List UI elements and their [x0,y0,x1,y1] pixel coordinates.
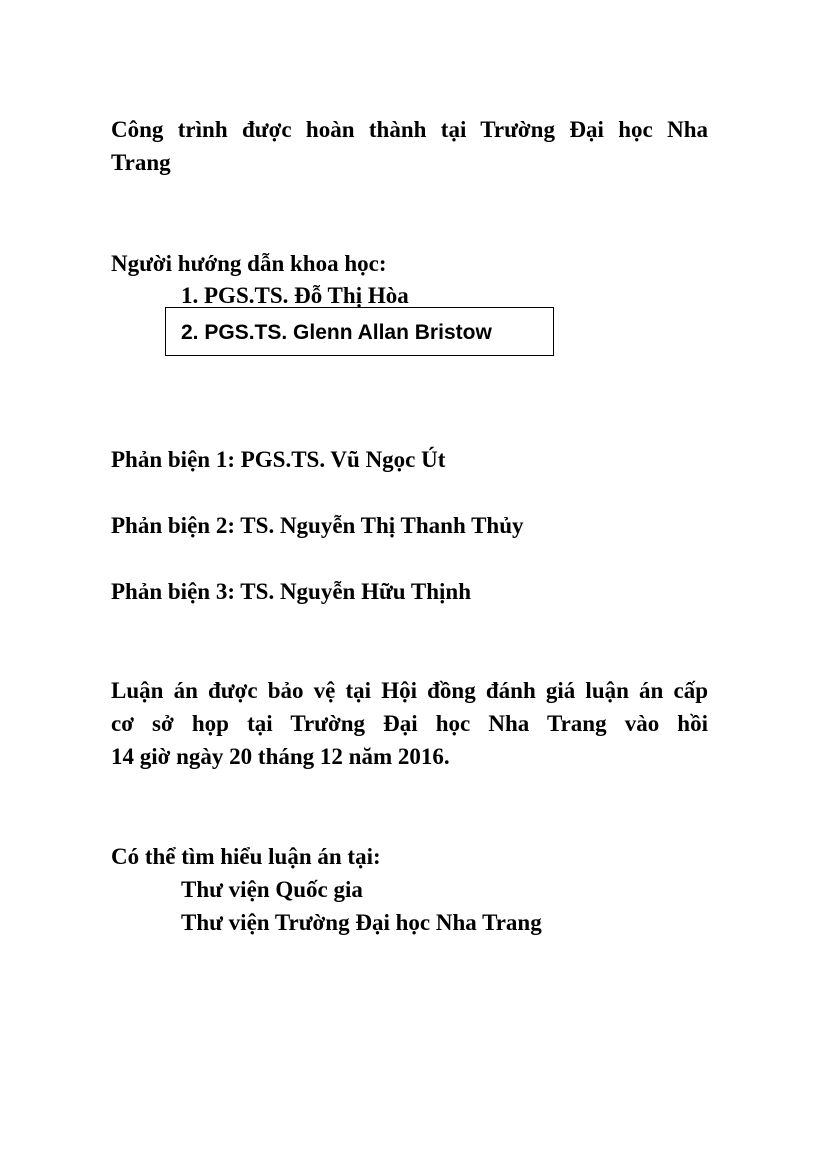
reviewer-3: Phản biện 3: TS. Nguyễn Hữu Thịnh [111,579,472,604]
library-2: Thư viện Trường Đại học Nha Trang [181,910,542,935]
reviewer-1: Phản biện 1: PGS.TS. Vũ Ngọc Út [111,447,446,472]
defense-line-3: 14 giờ ngày 20 tháng 12 năm 2016. [111,744,450,769]
library-1: Thư viện Quốc gia [181,877,363,902]
supervisor-1: 1. PGS.TS. Đỗ Thị Hòa [181,283,409,308]
libraries-heading: Có thể tìm hiểu luận án tại: [111,844,381,869]
supervisor-2: 2. PGS.TS. Glenn Allan Bristow [181,321,492,344]
defense-line-1: Luận án được bảo vệ tại Hội đồng đánh giá luận án cấp [111,678,708,703]
completion-line-1: Công trình được hoàn thành tại Trường Đại học Nha [111,117,708,142]
reviewer-2: Phản biện 2: TS. Nguyễn Thị Thanh Thủy [111,513,524,538]
completion-line-2: Trang [111,150,171,175]
defense-line-2: cơ sở họp tại Trường Đại học Nha Trang vào hồi [111,711,708,736]
supervisors-heading: Người hướng dẫn khoa học: [111,251,387,276]
